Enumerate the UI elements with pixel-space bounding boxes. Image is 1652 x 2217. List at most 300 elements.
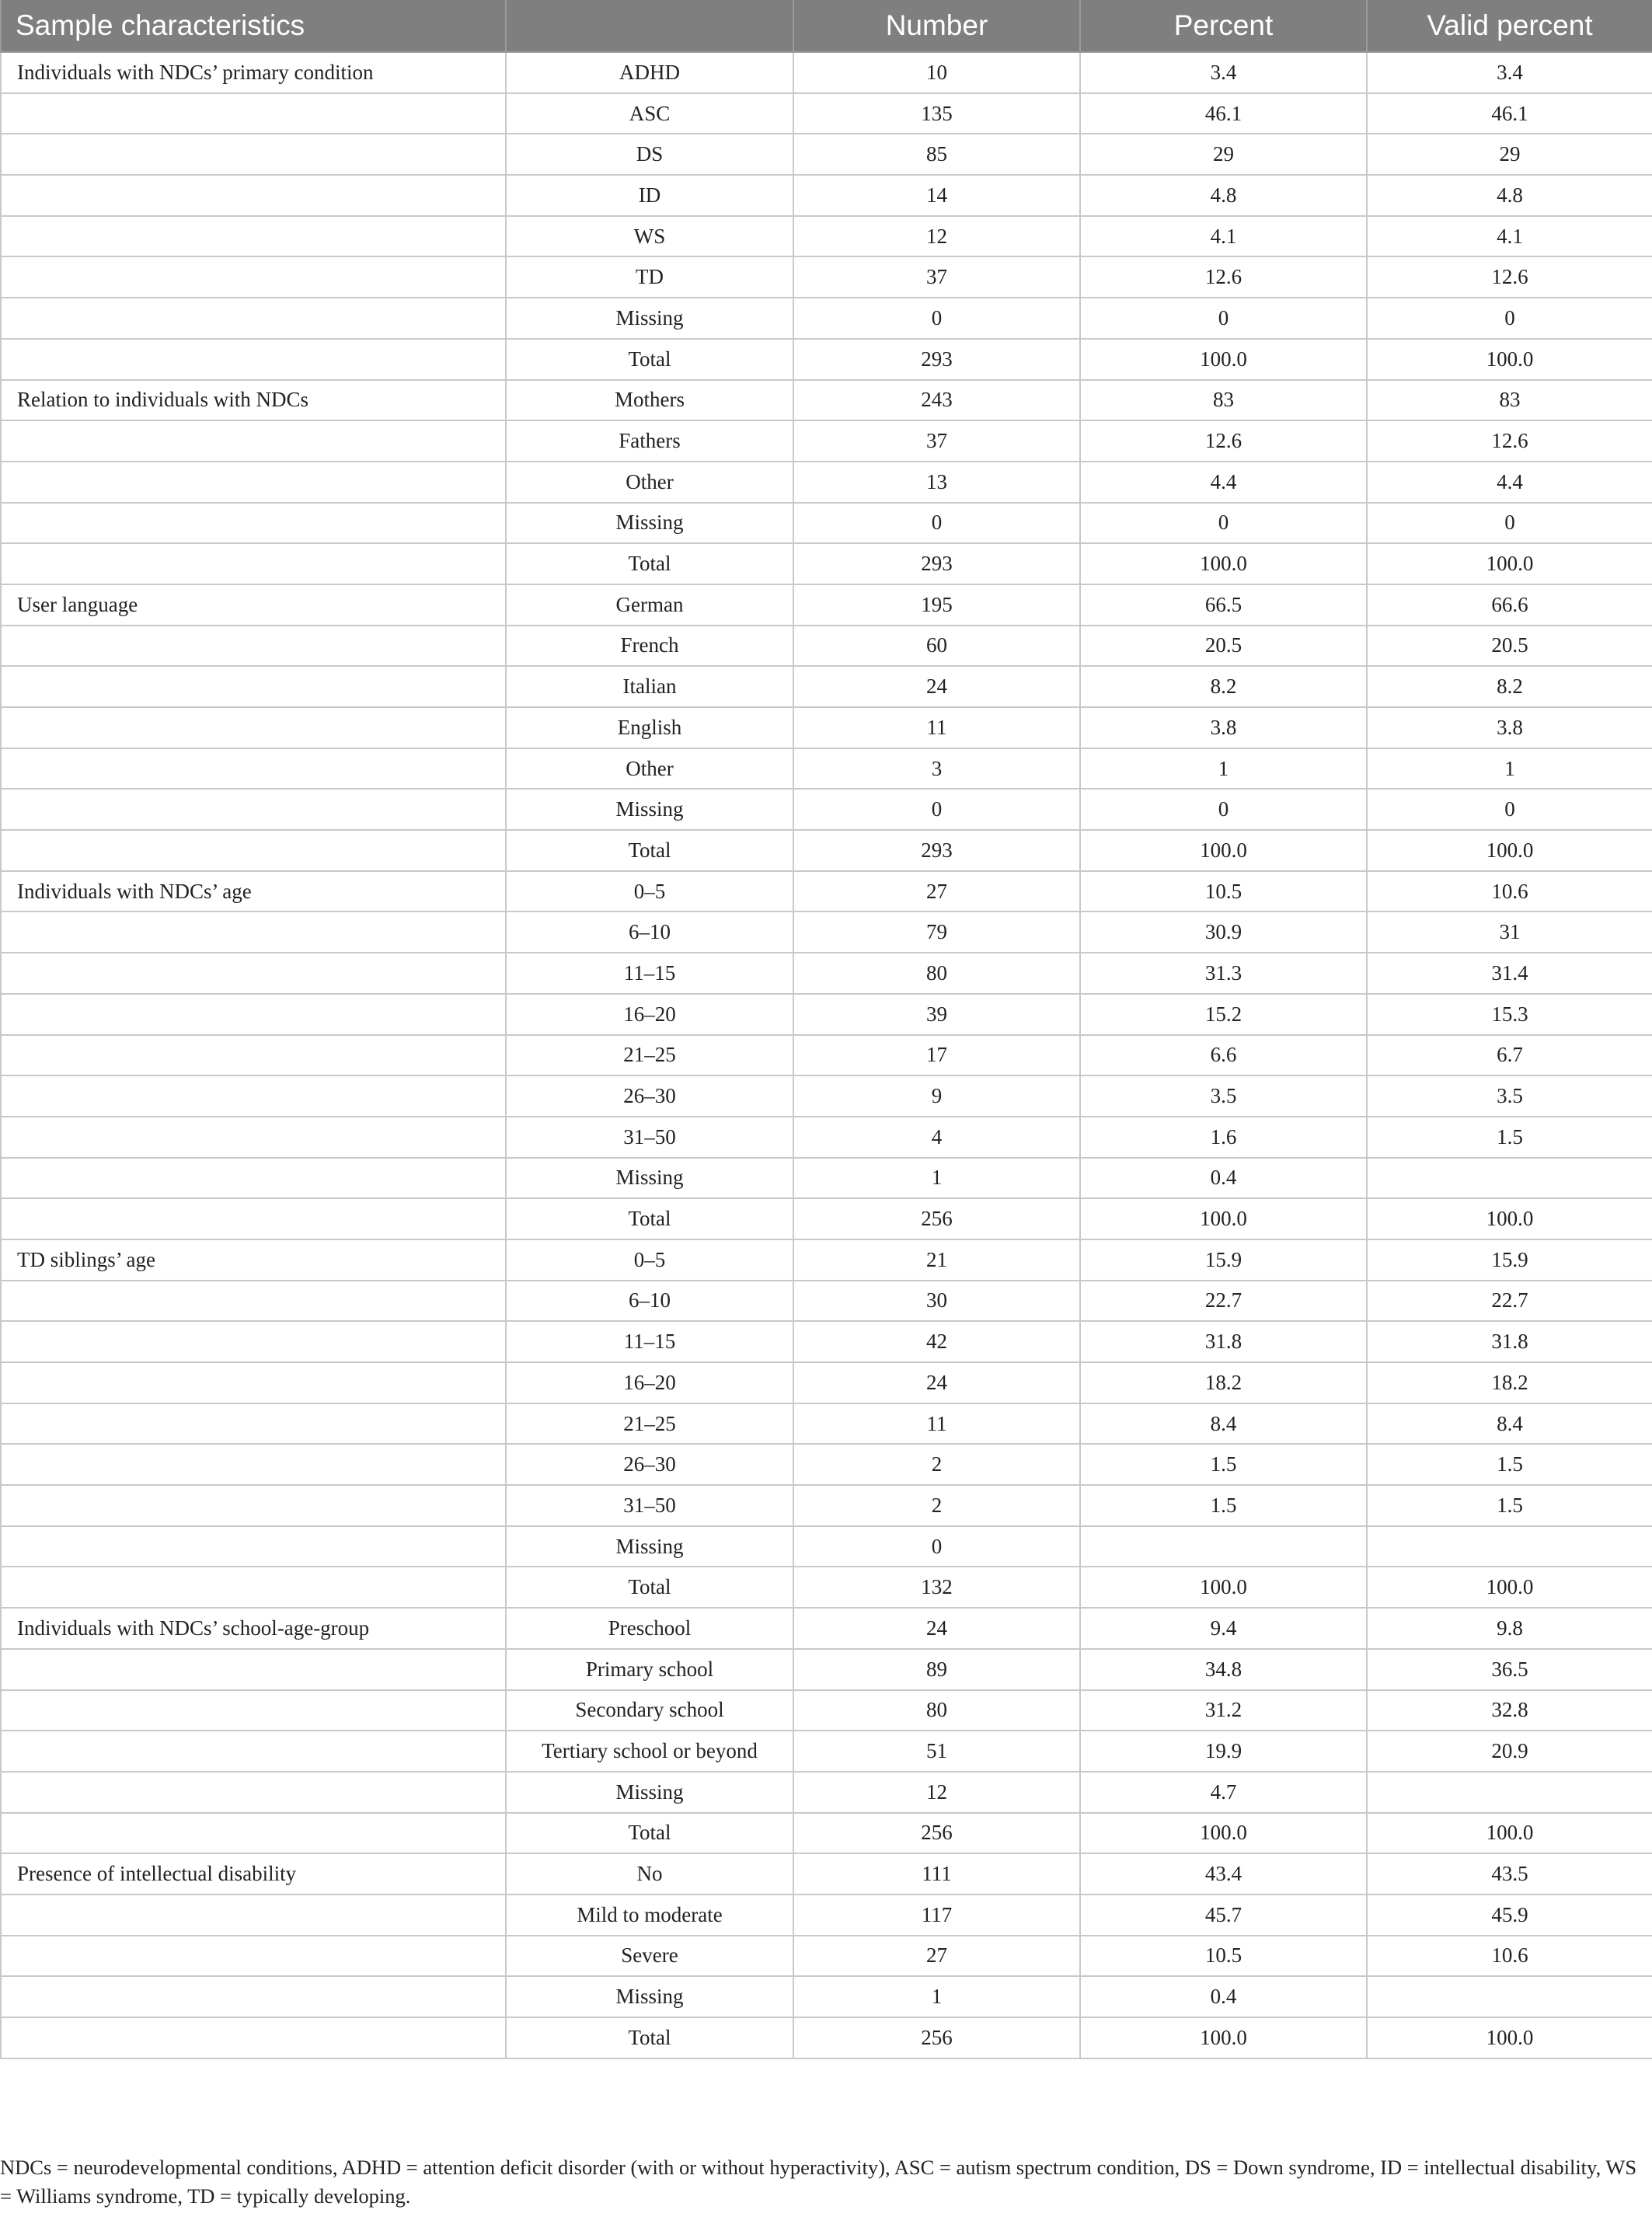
category-cell: Missing bbox=[506, 298, 793, 339]
characteristic-cell bbox=[1, 1649, 506, 1690]
table-row bbox=[1, 339, 1652, 380]
characteristic-cell bbox=[1, 175, 506, 216]
percent-cell: 4.7 bbox=[1080, 1772, 1367, 1813]
table-body bbox=[1, 52, 1652, 2058]
table-row bbox=[1, 1649, 1652, 1690]
valid-percent-cell: 20.5 bbox=[1367, 626, 1652, 667]
percent-cell: 100.0 bbox=[1080, 339, 1367, 380]
category-cell: 6–10 bbox=[506, 1281, 793, 1322]
valid-percent-cell: 4.1 bbox=[1367, 216, 1652, 257]
number-cell: 30 bbox=[793, 1281, 1080, 1322]
category-cell: Secondary school bbox=[506, 1690, 793, 1731]
valid-percent-cell: 1 bbox=[1367, 748, 1652, 790]
valid-percent-cell bbox=[1367, 1976, 1652, 2017]
valid-percent-cell: 1.5 bbox=[1367, 1444, 1652, 1485]
table-row bbox=[1, 1731, 1652, 1772]
number-cell: 42 bbox=[793, 1321, 1080, 1362]
percent-cell: 12.6 bbox=[1080, 420, 1367, 462]
table-row bbox=[1, 380, 1652, 421]
valid-percent-cell: 22.7 bbox=[1367, 1281, 1652, 1322]
valid-percent-cell: 3.5 bbox=[1367, 1075, 1652, 1117]
percent-cell: 83 bbox=[1080, 380, 1367, 421]
category-cell: TD bbox=[506, 256, 793, 298]
valid-percent-cell: 12.6 bbox=[1367, 420, 1652, 462]
characteristic-cell bbox=[1, 748, 506, 790]
header-number: Number bbox=[793, 0, 1080, 52]
number-cell: 0 bbox=[793, 298, 1080, 339]
percent-cell: 34.8 bbox=[1080, 1649, 1367, 1690]
table-row bbox=[1, 1853, 1652, 1895]
table-row bbox=[1, 748, 1652, 790]
number-cell: 9 bbox=[793, 1075, 1080, 1117]
category-cell: No bbox=[506, 1853, 793, 1895]
category-cell: Total bbox=[506, 339, 793, 380]
table-row bbox=[1, 1117, 1652, 1158]
category-cell: Severe bbox=[506, 1936, 793, 1977]
valid-percent-cell: 83 bbox=[1367, 380, 1652, 421]
category-cell: 11–15 bbox=[506, 953, 793, 994]
table-row bbox=[1, 216, 1652, 257]
number-cell: 89 bbox=[793, 1649, 1080, 1690]
valid-percent-cell: 100.0 bbox=[1367, 1567, 1652, 1608]
table-row bbox=[1, 584, 1652, 626]
characteristic-cell bbox=[1, 216, 506, 257]
percent-cell: 0 bbox=[1080, 298, 1367, 339]
valid-percent-cell: 32.8 bbox=[1367, 1690, 1652, 1731]
number-cell: 293 bbox=[793, 830, 1080, 871]
valid-percent-cell: 31.8 bbox=[1367, 1321, 1652, 1362]
table-row bbox=[1, 789, 1652, 830]
number-cell: 24 bbox=[793, 1362, 1080, 1403]
percent-cell: 29 bbox=[1080, 134, 1367, 175]
valid-percent-cell: 31.4 bbox=[1367, 953, 1652, 994]
valid-percent-cell: 100.0 bbox=[1367, 830, 1652, 871]
percent-cell: 19.9 bbox=[1080, 1731, 1367, 1772]
characteristic-cell: Presence of intellectual disability bbox=[1, 1853, 506, 1895]
characteristic-cell bbox=[1, 1895, 506, 1936]
number-cell: 85 bbox=[793, 134, 1080, 175]
valid-percent-cell: 36.5 bbox=[1367, 1649, 1652, 1690]
category-cell: 26–30 bbox=[506, 1075, 793, 1117]
table-row bbox=[1, 666, 1652, 707]
percent-cell: 10.5 bbox=[1080, 1936, 1367, 1977]
percent-cell: 0 bbox=[1080, 789, 1367, 830]
table-row bbox=[1, 134, 1652, 175]
category-cell: Missing bbox=[506, 503, 793, 544]
table-row bbox=[1, 543, 1652, 584]
percent-cell: 0 bbox=[1080, 503, 1367, 544]
characteristic-cell bbox=[1, 1485, 506, 1526]
category-cell: Other bbox=[506, 748, 793, 790]
characteristic-cell: TD siblings’ age bbox=[1, 1239, 506, 1281]
valid-percent-cell bbox=[1367, 1526, 1652, 1567]
valid-percent-cell: 4.4 bbox=[1367, 462, 1652, 503]
valid-percent-cell: 8.4 bbox=[1367, 1403, 1652, 1445]
percent-cell: 30.9 bbox=[1080, 912, 1367, 953]
category-cell: French bbox=[506, 626, 793, 667]
valid-percent-cell: 6.7 bbox=[1367, 1035, 1652, 1076]
header-valid-percent: Valid percent bbox=[1367, 0, 1652, 52]
table-row bbox=[1, 1281, 1652, 1322]
characteristic-cell bbox=[1, 1035, 506, 1076]
table-row bbox=[1, 830, 1652, 871]
table-row bbox=[1, 420, 1652, 462]
characteristic-cell bbox=[1, 830, 506, 871]
percent-cell: 31.2 bbox=[1080, 1690, 1367, 1731]
characteristic-cell bbox=[1, 707, 506, 748]
valid-percent-cell: 4.8 bbox=[1367, 175, 1652, 216]
number-cell: 11 bbox=[793, 1403, 1080, 1445]
number-cell: 0 bbox=[793, 789, 1080, 830]
characteristic-cell: Individuals with NDCs’ age bbox=[1, 871, 506, 912]
percent-cell: 9.4 bbox=[1080, 1608, 1367, 1649]
valid-percent-cell: 3.8 bbox=[1367, 707, 1652, 748]
percent-cell: 3.4 bbox=[1080, 52, 1367, 93]
table-row bbox=[1, 871, 1652, 912]
percent-cell: 10.5 bbox=[1080, 871, 1367, 912]
number-cell: 37 bbox=[793, 256, 1080, 298]
table-row bbox=[1, 1976, 1652, 2017]
percent-cell: 1.6 bbox=[1080, 1117, 1367, 1158]
category-cell: Missing bbox=[506, 789, 793, 830]
percent-cell: 8.4 bbox=[1080, 1403, 1367, 1445]
valid-percent-cell: 10.6 bbox=[1367, 1936, 1652, 1977]
valid-percent-cell: 1.5 bbox=[1367, 1485, 1652, 1526]
percent-cell: 66.5 bbox=[1080, 584, 1367, 626]
percent-cell: 4.4 bbox=[1080, 462, 1367, 503]
table-row bbox=[1, 1608, 1652, 1649]
table-row bbox=[1, 1321, 1652, 1362]
characteristic-cell bbox=[1, 134, 506, 175]
valid-percent-cell: 0 bbox=[1367, 298, 1652, 339]
table-footnote: NDCs = neurodevelopmental conditions, ADHD = attention deficit disorder (with or without hyperactivity), ASC = autism spectrum condition, DS = Down syndrome, ID = intellectual disability, WS = Williams syndrome, TD = typically developing. bbox=[0, 2156, 1637, 2208]
category-cell: 21–25 bbox=[506, 1035, 793, 1076]
characteristic-cell bbox=[1, 339, 506, 380]
valid-percent-cell: 31 bbox=[1367, 912, 1652, 953]
characteristic-cell bbox=[1, 789, 506, 830]
characteristic-cell bbox=[1, 256, 506, 298]
number-cell: 60 bbox=[793, 626, 1080, 667]
characteristic-cell bbox=[1, 1198, 506, 1239]
percent-cell: 100.0 bbox=[1080, 1813, 1367, 1854]
valid-percent-cell: 18.2 bbox=[1367, 1362, 1652, 1403]
percent-cell: 100.0 bbox=[1080, 2017, 1367, 2058]
valid-percent-cell: 8.2 bbox=[1367, 666, 1652, 707]
number-cell: 80 bbox=[793, 953, 1080, 994]
valid-percent-cell: 1.5 bbox=[1367, 1117, 1652, 1158]
number-cell: 293 bbox=[793, 543, 1080, 584]
number-cell: 79 bbox=[793, 912, 1080, 953]
table-row bbox=[1, 1362, 1652, 1403]
percent-cell: 46.1 bbox=[1080, 93, 1367, 134]
category-cell: Missing bbox=[506, 1158, 793, 1199]
table-row bbox=[1, 626, 1652, 667]
valid-percent-cell: 3.4 bbox=[1367, 52, 1652, 93]
number-cell: 14 bbox=[793, 175, 1080, 216]
number-cell: 27 bbox=[793, 871, 1080, 912]
valid-percent-cell: 46.1 bbox=[1367, 93, 1652, 134]
table-row bbox=[1, 175, 1652, 216]
category-cell: Primary school bbox=[506, 1649, 793, 1690]
table-row bbox=[1, 1567, 1652, 1608]
category-cell: Total bbox=[506, 1813, 793, 1854]
table-row bbox=[1, 1772, 1652, 1813]
percent-cell: 3.8 bbox=[1080, 707, 1367, 748]
category-cell: Missing bbox=[506, 1772, 793, 1813]
characteristic-cell bbox=[1, 503, 506, 544]
category-cell: Other bbox=[506, 462, 793, 503]
table-row bbox=[1, 1239, 1652, 1281]
table-row bbox=[1, 1035, 1652, 1076]
number-cell: 11 bbox=[793, 707, 1080, 748]
category-cell: Preschool bbox=[506, 1608, 793, 1649]
characteristic-cell bbox=[1, 994, 506, 1035]
number-cell: 256 bbox=[793, 1813, 1080, 1854]
percent-cell: 45.7 bbox=[1080, 1895, 1367, 1936]
characteristic-cell bbox=[1, 1281, 506, 1322]
valid-percent-cell: 43.5 bbox=[1367, 1853, 1652, 1895]
number-cell: 132 bbox=[793, 1567, 1080, 1608]
category-cell: 26–30 bbox=[506, 1444, 793, 1485]
percent-cell: 4.1 bbox=[1080, 216, 1367, 257]
valid-percent-cell: 12.6 bbox=[1367, 256, 1652, 298]
number-cell: 293 bbox=[793, 339, 1080, 380]
percent-cell: 100.0 bbox=[1080, 830, 1367, 871]
percent-cell: 12.6 bbox=[1080, 256, 1367, 298]
percent-cell: 18.2 bbox=[1080, 1362, 1367, 1403]
category-cell: Fathers bbox=[506, 420, 793, 462]
category-cell: Tertiary school or beyond bbox=[506, 1731, 793, 1772]
table-row bbox=[1, 503, 1652, 544]
category-cell: 21–25 bbox=[506, 1403, 793, 1445]
percent-cell: 4.8 bbox=[1080, 175, 1367, 216]
table-row bbox=[1, 953, 1652, 994]
characteristic-cell: User language bbox=[1, 584, 506, 626]
valid-percent-cell: 100.0 bbox=[1367, 339, 1652, 380]
table-row bbox=[1, 298, 1652, 339]
category-cell: Total bbox=[506, 543, 793, 584]
table-row bbox=[1, 707, 1652, 748]
percent-cell: 43.4 bbox=[1080, 1853, 1367, 1895]
category-cell: Total bbox=[506, 1567, 793, 1608]
table-row bbox=[1, 256, 1652, 298]
number-cell: 117 bbox=[793, 1895, 1080, 1936]
valid-percent-cell: 100.0 bbox=[1367, 543, 1652, 584]
percent-cell: 100.0 bbox=[1080, 543, 1367, 584]
characteristic-cell bbox=[1, 953, 506, 994]
characteristic-cell bbox=[1, 626, 506, 667]
table-row bbox=[1, 2017, 1652, 2058]
table-row bbox=[1, 1936, 1652, 1977]
category-cell: Total bbox=[506, 1198, 793, 1239]
characteristic-cell bbox=[1, 1362, 506, 1403]
number-cell: 27 bbox=[793, 1936, 1080, 1977]
category-cell: 16–20 bbox=[506, 1362, 793, 1403]
valid-percent-cell: 100.0 bbox=[1367, 1198, 1652, 1239]
table-row bbox=[1, 462, 1652, 503]
category-cell: ID bbox=[506, 175, 793, 216]
header-sample-characteristics: Sample characteristics bbox=[1, 0, 506, 52]
table-row bbox=[1, 1526, 1652, 1567]
category-cell: DS bbox=[506, 134, 793, 175]
number-cell: 4 bbox=[793, 1117, 1080, 1158]
valid-percent-cell: 0 bbox=[1367, 503, 1652, 544]
characteristic-cell bbox=[1, 1403, 506, 1445]
number-cell: 13 bbox=[793, 462, 1080, 503]
category-cell: 6–10 bbox=[506, 912, 793, 953]
characteristic-cell bbox=[1, 912, 506, 953]
characteristic-cell bbox=[1, 1772, 506, 1813]
table-row bbox=[1, 912, 1652, 953]
valid-percent-cell: 15.9 bbox=[1367, 1239, 1652, 1281]
number-cell: 3 bbox=[793, 748, 1080, 790]
number-cell: 1 bbox=[793, 1158, 1080, 1199]
number-cell: 80 bbox=[793, 1690, 1080, 1731]
table-row bbox=[1, 1158, 1652, 1199]
percent-cell: 20.5 bbox=[1080, 626, 1367, 667]
number-cell: 51 bbox=[793, 1731, 1080, 1772]
percent-cell: 6.6 bbox=[1080, 1035, 1367, 1076]
number-cell: 111 bbox=[793, 1853, 1080, 1895]
characteristic-cell: Individuals with NDCs’ school-age-group bbox=[1, 1608, 506, 1649]
number-cell: 21 bbox=[793, 1239, 1080, 1281]
table-row bbox=[1, 1075, 1652, 1117]
category-cell: 0–5 bbox=[506, 871, 793, 912]
table-row bbox=[1, 1690, 1652, 1731]
characteristic-cell bbox=[1, 1321, 506, 1362]
number-cell: 17 bbox=[793, 1035, 1080, 1076]
percent-cell: 100.0 bbox=[1080, 1567, 1367, 1608]
header-category bbox=[506, 0, 793, 52]
characteristic-cell bbox=[1, 298, 506, 339]
number-cell: 24 bbox=[793, 1608, 1080, 1649]
table-row bbox=[1, 1813, 1652, 1854]
percent-cell: 8.2 bbox=[1080, 666, 1367, 707]
valid-percent-cell bbox=[1367, 1158, 1652, 1199]
category-cell: 0–5 bbox=[506, 1239, 793, 1281]
category-cell: German bbox=[506, 584, 793, 626]
valid-percent-cell: 10.6 bbox=[1367, 871, 1652, 912]
valid-percent-cell: 45.9 bbox=[1367, 1895, 1652, 1936]
table-row bbox=[1, 1485, 1652, 1526]
characteristic-cell bbox=[1, 93, 506, 134]
characteristic-cell bbox=[1, 1526, 506, 1567]
table-row bbox=[1, 1444, 1652, 1485]
valid-percent-cell: 0 bbox=[1367, 789, 1652, 830]
characteristic-cell bbox=[1, 1158, 506, 1199]
table-header-row bbox=[1, 0, 1652, 52]
percent-cell: 0.4 bbox=[1080, 1158, 1367, 1199]
characteristic-cell: Individuals with NDCs’ primary condition bbox=[1, 52, 506, 93]
percent-cell: 0.4 bbox=[1080, 1976, 1367, 2017]
characteristic-cell bbox=[1, 1690, 506, 1731]
category-cell: 16–20 bbox=[506, 994, 793, 1035]
number-cell: 39 bbox=[793, 994, 1080, 1035]
number-cell: 256 bbox=[793, 1198, 1080, 1239]
number-cell: 37 bbox=[793, 420, 1080, 462]
category-cell: English bbox=[506, 707, 793, 748]
characteristic-cell bbox=[1, 1936, 506, 1977]
percent-cell: 3.5 bbox=[1080, 1075, 1367, 1117]
percent-cell: 100.0 bbox=[1080, 1198, 1367, 1239]
percent-cell: 15.2 bbox=[1080, 994, 1367, 1035]
number-cell: 195 bbox=[793, 584, 1080, 626]
category-cell: Total bbox=[506, 830, 793, 871]
table-row bbox=[1, 93, 1652, 134]
characteristic-cell bbox=[1, 1075, 506, 1117]
category-cell: 31–50 bbox=[506, 1117, 793, 1158]
number-cell: 24 bbox=[793, 666, 1080, 707]
characteristic-cell bbox=[1, 1731, 506, 1772]
number-cell: 10 bbox=[793, 52, 1080, 93]
category-cell: ASC bbox=[506, 93, 793, 134]
number-cell: 1 bbox=[793, 1976, 1080, 2017]
category-cell: Total bbox=[506, 2017, 793, 2058]
percent-cell: 1 bbox=[1080, 748, 1367, 790]
valid-percent-cell: 15.3 bbox=[1367, 994, 1652, 1035]
characteristic-cell bbox=[1, 1567, 506, 1608]
percent-cell: 31.8 bbox=[1080, 1321, 1367, 1362]
valid-percent-cell bbox=[1367, 1772, 1652, 1813]
characteristic-cell bbox=[1, 1813, 506, 1854]
percent-cell bbox=[1080, 1526, 1367, 1567]
category-cell: ADHD bbox=[506, 52, 793, 93]
percent-cell: 22.7 bbox=[1080, 1281, 1367, 1322]
characteristic-cell bbox=[1, 2017, 506, 2058]
valid-percent-cell: 100.0 bbox=[1367, 1813, 1652, 1854]
characteristic-cell bbox=[1, 462, 506, 503]
characteristic-cell bbox=[1, 666, 506, 707]
percent-cell: 31.3 bbox=[1080, 953, 1367, 994]
category-cell: Italian bbox=[506, 666, 793, 707]
percent-cell: 1.5 bbox=[1080, 1444, 1367, 1485]
number-cell: 2 bbox=[793, 1485, 1080, 1526]
characteristic-cell bbox=[1, 420, 506, 462]
category-cell: Missing bbox=[506, 1976, 793, 2017]
number-cell: 256 bbox=[793, 2017, 1080, 2058]
header-percent: Percent bbox=[1080, 0, 1367, 52]
number-cell: 12 bbox=[793, 1772, 1080, 1813]
number-cell: 243 bbox=[793, 380, 1080, 421]
characteristic-cell bbox=[1, 1976, 506, 2017]
valid-percent-cell: 9.8 bbox=[1367, 1608, 1652, 1649]
number-cell: 2 bbox=[793, 1444, 1080, 1485]
table-row bbox=[1, 1198, 1652, 1239]
percent-cell: 1.5 bbox=[1080, 1485, 1367, 1526]
valid-percent-cell: 66.6 bbox=[1367, 584, 1652, 626]
valid-percent-cell: 29 bbox=[1367, 134, 1652, 175]
characteristic-cell: Relation to individuals with NDCs bbox=[1, 380, 506, 421]
category-cell: 31–50 bbox=[506, 1485, 793, 1526]
characteristic-cell bbox=[1, 1117, 506, 1158]
table-row bbox=[1, 52, 1652, 93]
number-cell: 0 bbox=[793, 1526, 1080, 1567]
category-cell: Mothers bbox=[506, 380, 793, 421]
number-cell: 135 bbox=[793, 93, 1080, 134]
category-cell: Missing bbox=[506, 1526, 793, 1567]
characteristic-cell bbox=[1, 1444, 506, 1485]
category-cell: Mild to moderate bbox=[506, 1895, 793, 1936]
category-cell: WS bbox=[506, 216, 793, 257]
characteristic-cell bbox=[1, 543, 506, 584]
number-cell: 12 bbox=[793, 216, 1080, 257]
valid-percent-cell: 100.0 bbox=[1367, 2017, 1652, 2058]
category-cell: 11–15 bbox=[506, 1321, 793, 1362]
number-cell: 0 bbox=[793, 503, 1080, 544]
table-row bbox=[1, 1403, 1652, 1445]
valid-percent-cell: 20.9 bbox=[1367, 1731, 1652, 1772]
table-row bbox=[1, 1895, 1652, 1936]
